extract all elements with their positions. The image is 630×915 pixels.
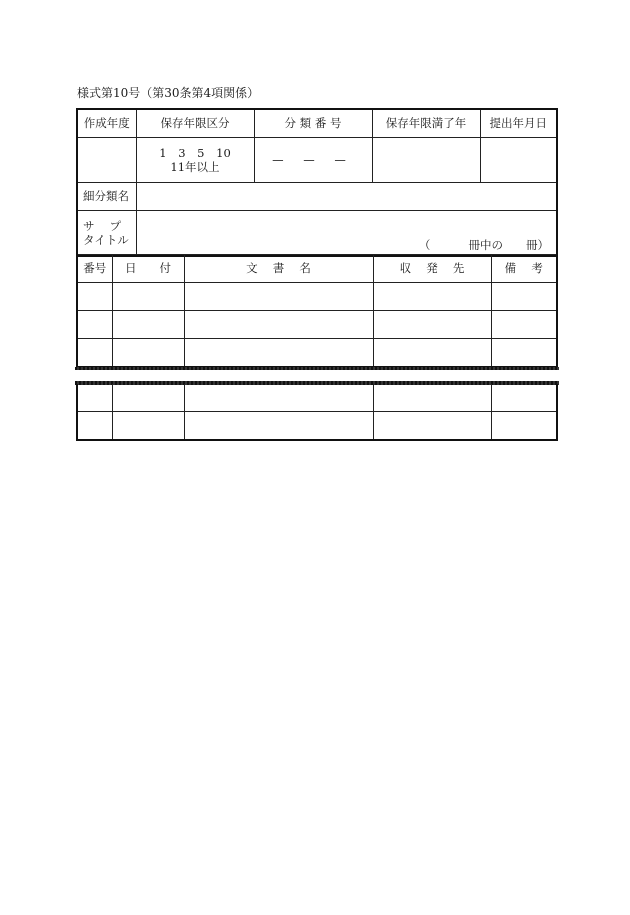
volume-note: （ 冊中の 冊）	[418, 237, 549, 252]
remarks-cell[interactable]	[491, 311, 557, 339]
document-name-cell[interactable]	[184, 311, 373, 339]
column-header-row	[77, 255, 557, 283]
created-year-cell[interactable]	[77, 138, 136, 183]
receiver-sender-column-header: 収 発 先	[373, 255, 491, 283]
number-column-header: 番号	[77, 255, 112, 283]
subtitle-label-line2: タイトル	[83, 233, 129, 247]
number-cell[interactable]	[77, 384, 112, 412]
sub-classification-row	[77, 183, 557, 211]
classification-dashes: — — —	[272, 152, 354, 167]
receiver-sender-cell[interactable]	[373, 384, 491, 412]
number-cell[interactable]	[77, 283, 112, 311]
remarks-cell[interactable]	[491, 283, 557, 311]
submission-date-cell[interactable]	[480, 138, 557, 183]
document-list-continuation-table	[76, 384, 558, 441]
subtitle-label-line1: サ プ	[83, 218, 122, 233]
date-cell[interactable]	[112, 311, 184, 339]
number-cell[interactable]	[77, 311, 112, 339]
number-cell[interactable]	[77, 339, 112, 369]
retention-years-options: 1 3 5 10	[159, 145, 231, 160]
break-line-top	[75, 367, 559, 370]
table-row	[77, 339, 557, 369]
classification-number-header: 分 類 番 号	[254, 109, 372, 138]
receiver-sender-cell[interactable]	[373, 339, 491, 369]
classification-number-cell[interactable]	[254, 138, 372, 183]
number-cell[interactable]	[77, 412, 112, 441]
date-cell[interactable]	[112, 339, 184, 369]
document-list-table	[76, 254, 558, 370]
document-name-cell[interactable]	[184, 339, 373, 369]
retention-expiry-header: 保存年限満了年	[372, 109, 480, 138]
retention-class-cell[interactable]	[136, 138, 254, 183]
document-name-column-header: 文 書 名	[184, 255, 373, 283]
table-row	[77, 311, 557, 339]
values-row	[77, 138, 557, 183]
sub-classification-label: 細分類名	[77, 183, 136, 211]
submission-date-header: 提出年月日	[480, 109, 557, 138]
remarks-column-header: 備 考	[491, 255, 557, 283]
receiver-sender-cell[interactable]	[373, 412, 491, 441]
date-cell[interactable]	[112, 283, 184, 311]
document-name-cell[interactable]	[184, 283, 373, 311]
document-name-cell[interactable]	[184, 384, 373, 412]
subtitle-cell[interactable]	[136, 211, 557, 257]
subtitle-label	[77, 211, 136, 257]
receiver-sender-cell[interactable]	[373, 311, 491, 339]
date-cell[interactable]	[112, 412, 184, 441]
created-year-header: 作成年度	[77, 109, 136, 138]
sub-classification-cell[interactable]	[136, 183, 557, 211]
table-row	[77, 412, 557, 441]
date-cell[interactable]	[112, 384, 184, 412]
remarks-cell[interactable]	[491, 412, 557, 441]
retention-expiry-cell[interactable]	[372, 138, 480, 183]
date-column-header: 日 付	[112, 255, 184, 283]
form-caption: 様式第10号（第30条第4項関係）	[77, 86, 260, 100]
retention-over-11-option: 11年以上	[170, 160, 220, 174]
header-row	[77, 109, 557, 138]
document-register-table	[76, 108, 558, 257]
remarks-cell[interactable]	[491, 384, 557, 412]
retention-class-header: 保存年限区分	[136, 109, 254, 138]
table-break-marker	[75, 367, 559, 385]
remarks-cell[interactable]	[491, 339, 557, 369]
table-row	[77, 283, 557, 311]
table-row	[77, 384, 557, 412]
document-name-cell[interactable]	[184, 412, 373, 441]
subtitle-row	[77, 211, 557, 257]
receiver-sender-cell[interactable]	[373, 283, 491, 311]
